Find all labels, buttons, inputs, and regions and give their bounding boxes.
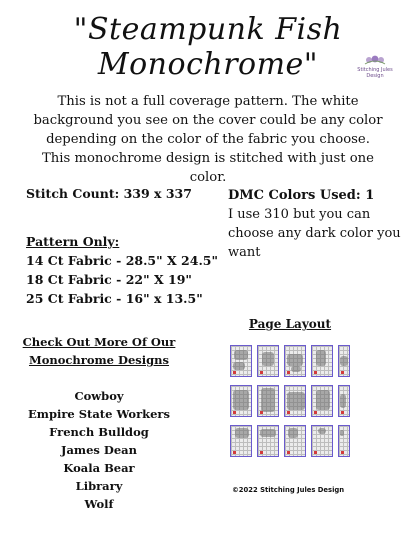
pattern-page-thumbnail xyxy=(284,385,306,417)
design-item: Empire State Workers xyxy=(28,407,170,421)
pattern-ink-area xyxy=(233,390,249,410)
pattern-ink-area xyxy=(340,430,344,436)
flower-logo-icon xyxy=(363,54,387,66)
design-item: Cowboy xyxy=(74,389,124,403)
pattern-page-thumbnail xyxy=(338,385,350,417)
pattern-page-thumbnail xyxy=(284,425,306,457)
pattern-heading: Pattern Only: xyxy=(26,234,120,249)
page-marker xyxy=(341,371,344,374)
pattern-page-thumbnail xyxy=(257,385,279,417)
design-item: James Dean xyxy=(61,443,137,457)
design-item: French Bulldog xyxy=(49,425,149,439)
pattern-sizes-block xyxy=(26,232,218,308)
brand-logo xyxy=(353,54,397,79)
stitch-count: Stitch Count: 339 x 337 xyxy=(26,186,192,201)
page-marker xyxy=(287,371,290,374)
pattern-ink-area xyxy=(291,366,301,372)
pattern-ink-area xyxy=(287,392,305,410)
pattern-size-item: 25 Ct Fabric - 16" x 13.5" xyxy=(26,291,203,306)
pattern-page-thumbnail xyxy=(230,425,252,457)
design-item: Wolf xyxy=(84,497,114,511)
page-marker xyxy=(260,451,263,454)
design-list xyxy=(10,387,188,513)
pattern-ink-area xyxy=(261,388,275,412)
dmc-body: I use 310 but you can choose any dark color you want xyxy=(228,207,401,260)
logo-text: Stitching Jules Design xyxy=(357,67,393,79)
more-designs-block xyxy=(10,333,188,513)
page-marker xyxy=(314,411,317,414)
page-marker xyxy=(287,451,290,454)
more-heading-line2: Monochrome Designs xyxy=(28,353,170,367)
pattern-title: "Steampunk Fish Monochrome" xyxy=(73,12,343,82)
pattern-page-thumbnail xyxy=(230,345,252,377)
pattern-ink-area xyxy=(316,350,326,366)
page-marker xyxy=(233,411,236,414)
pattern-page-thumbnail xyxy=(338,345,350,377)
pattern-page-thumbnail xyxy=(257,425,279,457)
dmc-heading: DMC Colors Used: 1 xyxy=(228,188,375,203)
pattern-page-thumbnail xyxy=(311,345,333,377)
more-heading-line1: Check Out More Of Our xyxy=(22,335,176,349)
pattern-ink-area xyxy=(235,428,249,438)
pattern-ink-area xyxy=(260,429,276,437)
copyright-text: ©2022 Stitching Jules Design xyxy=(232,486,345,494)
pattern-page-thumbnail xyxy=(311,385,333,417)
design-item: Library xyxy=(75,479,123,493)
pattern-ink-area xyxy=(234,350,248,360)
pattern-ink-area xyxy=(287,354,303,366)
pattern-page-thumbnail xyxy=(257,345,279,377)
pattern-size-item: 18 Ct Fabric - 22" X 19" xyxy=(26,272,192,287)
pattern-page-thumbnail xyxy=(311,425,333,457)
page-layout-grid xyxy=(230,345,360,465)
page-marker xyxy=(341,451,344,454)
pattern-ink-area xyxy=(340,394,346,408)
page-marker xyxy=(341,411,344,414)
intro-paragraph: This is not a full coverage pattern. The white background you see on the cover could be any color depending on the color of the fabric you choose. This monochrome design is stitched with just one color. xyxy=(33,94,383,185)
pattern-page-thumbnail xyxy=(230,385,252,417)
pattern-ink-area xyxy=(318,428,326,434)
pattern-size-item: 14 Ct Fabric - 28.5" X 24.5" xyxy=(26,253,219,268)
page-marker xyxy=(260,411,263,414)
pattern-ink-area xyxy=(316,390,330,410)
design-item: Koala Bear xyxy=(63,461,135,475)
page-marker xyxy=(314,371,317,374)
page-marker xyxy=(233,371,236,374)
page-marker xyxy=(314,451,317,454)
page-marker xyxy=(287,411,290,414)
pattern-ink-area xyxy=(340,356,348,366)
page-layout-heading: Page Layout xyxy=(248,317,332,331)
page-marker xyxy=(260,371,263,374)
dmc-colors-block xyxy=(228,186,408,262)
pattern-ink-area xyxy=(233,362,245,370)
page-marker xyxy=(233,451,236,454)
pattern-page-thumbnail xyxy=(284,345,306,377)
pattern-ink-area xyxy=(288,428,298,438)
pattern-ink-area xyxy=(262,352,274,366)
pattern-page-thumbnail xyxy=(338,425,350,457)
